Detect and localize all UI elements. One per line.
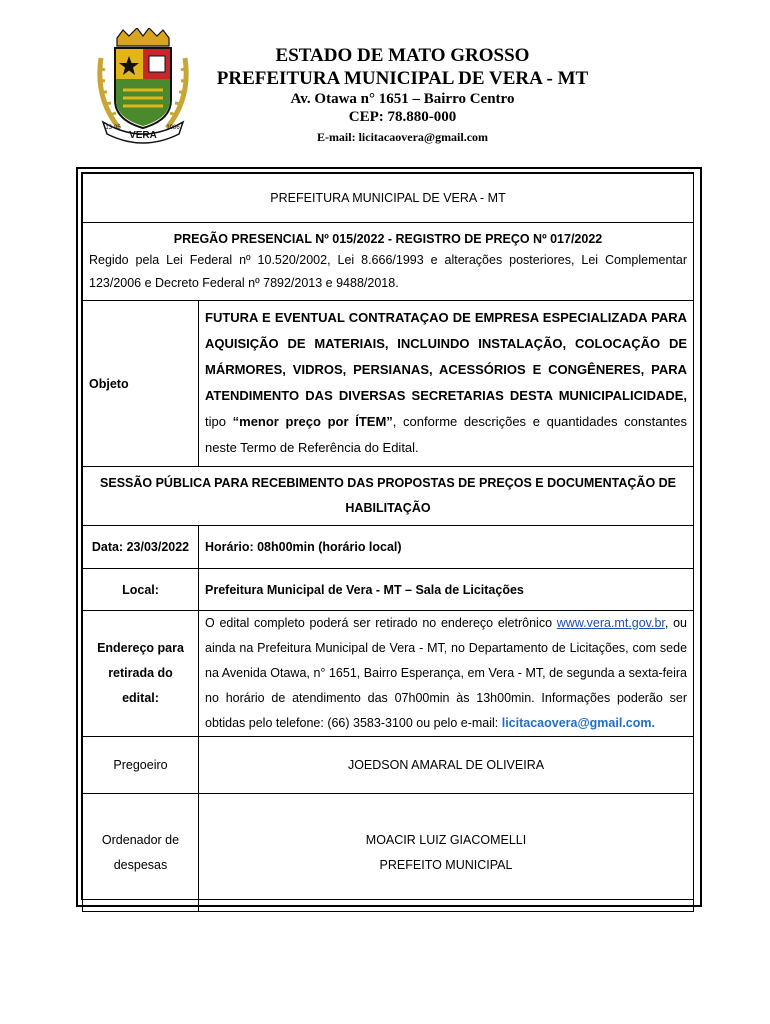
endereco-cell [199,611,694,737]
endereco-intro: O edital completo poderá ser retirado no endereço eletrônico [205,616,557,630]
endereco-details: , ou ainda na Prefeitura Municipal de Vera - MT, no Departamento de Licitações, com sede na Avenida Otawa, n° 1651, Bairro Esperança, em Vera - MT, de segunda a sexta-feira no horário de atendimento das 07h00min às 13h00min. Informações poderão ser obtidas pelo telefone: (66) 3583-3100 ou pelo e-mail: [205,616,688,730]
ordenador-role: PREFEITO MUNICIPAL [379,857,513,872]
legal-cell [83,223,694,301]
crest-banner-text: VERA [129,130,157,141]
session-time: Horário: 08h00min (horário local) [199,526,694,569]
local-value: Prefeitura Municipal de Vera - MT – Sala de Licitações [199,569,694,611]
objeto-criterion: “menor preço por ÍTEM” [232,413,393,429]
pregao-heading: PREGÃO PRESENCIAL Nº 015/2022 - REGISTRO DE PREÇO Nº 017/2022 [173,232,603,246]
postal-code: CEP: 78.880-000 [348,109,457,125]
notice-table [82,173,694,912]
objeto-main-text: FUTURA E EVENTUAL CONTRATAÇAO DE EMPRESA ESPECIALIZADA PARA AQUISIÇÃO DE MATERIAIS, INCLUINDO INSTALAÇÃO, COLOCAÇÃO DE MÁRMORES, VIDROS, PERSIANAS, ACESSÓRIOS E CONGÊNERES, PARA ATENDIMENTO DAS DIVERSAS SECRETARIAS DESTA MUNICIPALICIDADE, [205,309,688,403]
legal-basis-text: Regido pela Lei Federal nº 10.520/2002, Lei 8.666/1993 e alterações posteriores, Lei Complementar 123/2006 e Decreto Federal nº 7892/2013 e 9488/2018. [89,253,688,290]
local-label: Local: [83,569,199,611]
document-title: PREFEITURA MUNICIPAL DE VERA - MT [83,174,694,223]
endereco-label: Endereço para retirada do edital: [83,611,199,737]
objeto-text [205,305,687,461]
crest-date-right: 1986 [166,125,180,131]
ordenador-cell [199,794,694,912]
sessao-heading: SESSÃO PÚBLICA PARA RECEBIMENTO DAS PROPOSTAS DE PREÇOS E DOCUMENTAÇÃO DE HABILITAÇÃO [83,467,694,526]
objeto-tipo-text: tipo [205,413,233,429]
municipality-name: PREFEITURA MUNICIPAL DE VERA - MT [216,68,589,89]
letterhead [0,0,770,160]
municipal-crest-icon [93,28,193,146]
ordenador-label: Ordenador de despesas [83,794,199,912]
state-name: ESTADO DE MATO GROSSO [275,45,530,66]
session-date: Data: 23/03/2022 [83,526,199,569]
objeto-label: Objeto [83,301,199,467]
ordenador-name: MOACIR LUIZ GIACOMELLI [365,832,527,847]
objeto-tail-text: , conforme descrições e quantidades constantes neste Termo de Referência do Edital. [205,413,688,455]
pregoeiro-label: Pregoeiro [83,737,199,794]
contact-email-link[interactable]: licitacaovera@gmail.com [501,716,652,730]
website-link[interactable]: www.vera.mt.gov.br [556,616,665,630]
endereco-end: . [651,716,655,730]
header-email: E-mail: licitacaovera@gmail.com [316,130,489,144]
objeto-cell [199,301,694,467]
letterhead-text [200,44,605,146]
crest-date-left: 13-05 [105,125,121,131]
pregoeiro-name: JOEDSON AMARAL DE OLIVEIRA [199,737,694,794]
document-body [81,172,694,900]
address-line: Av. Otawa n° 1651 – Bairro Centro [290,91,515,107]
